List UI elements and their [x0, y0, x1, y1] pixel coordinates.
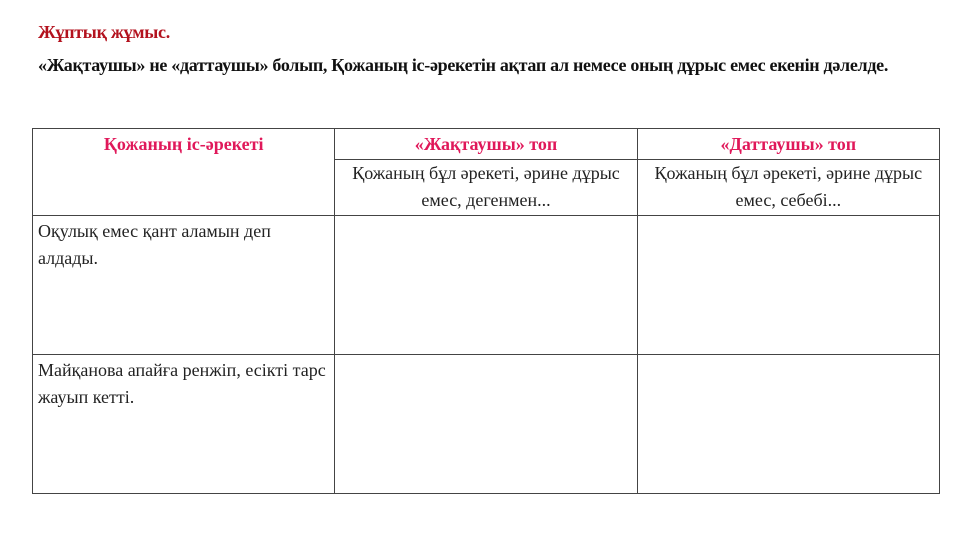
table-row	[33, 216, 940, 355]
cell-support[interactable]	[335, 216, 637, 355]
table-row	[33, 355, 940, 494]
page-title: Жұптық жұмыс.	[38, 22, 170, 42]
cell-action: Майқанова апайға ренжіп, есікті тарс жауып кетті.	[33, 355, 335, 494]
cell-action: Оқулық емес қант аламын деп алдады.	[33, 216, 335, 355]
header-row	[33, 129, 940, 160]
subheader-support: Қожаның бұл әрекеті, әрине дұрыс емес, дегенмен...	[335, 160, 637, 216]
instruction-text: «Жақтаушы» не «даттаушы» болып, Қожаның іс-әрекетін ақтап ал немесе оның дұрыс емес екенін дәлелде.	[38, 55, 889, 75]
debate-table	[32, 128, 940, 494]
cell-oppose[interactable]	[637, 216, 939, 355]
subheader-row	[33, 160, 940, 216]
header-action: Қожаның іс-әрекеті	[33, 129, 335, 160]
header-support: «Жақтаушы» топ	[335, 129, 637, 160]
cell-oppose[interactable]	[637, 355, 939, 494]
cell-support[interactable]	[335, 355, 637, 494]
header-oppose: «Даттаушы» топ	[637, 129, 939, 160]
subheader-oppose: Қожаның бұл әрекеті, әрине дұрыс емес, себебі...	[637, 160, 939, 216]
subheader-empty	[33, 160, 335, 216]
